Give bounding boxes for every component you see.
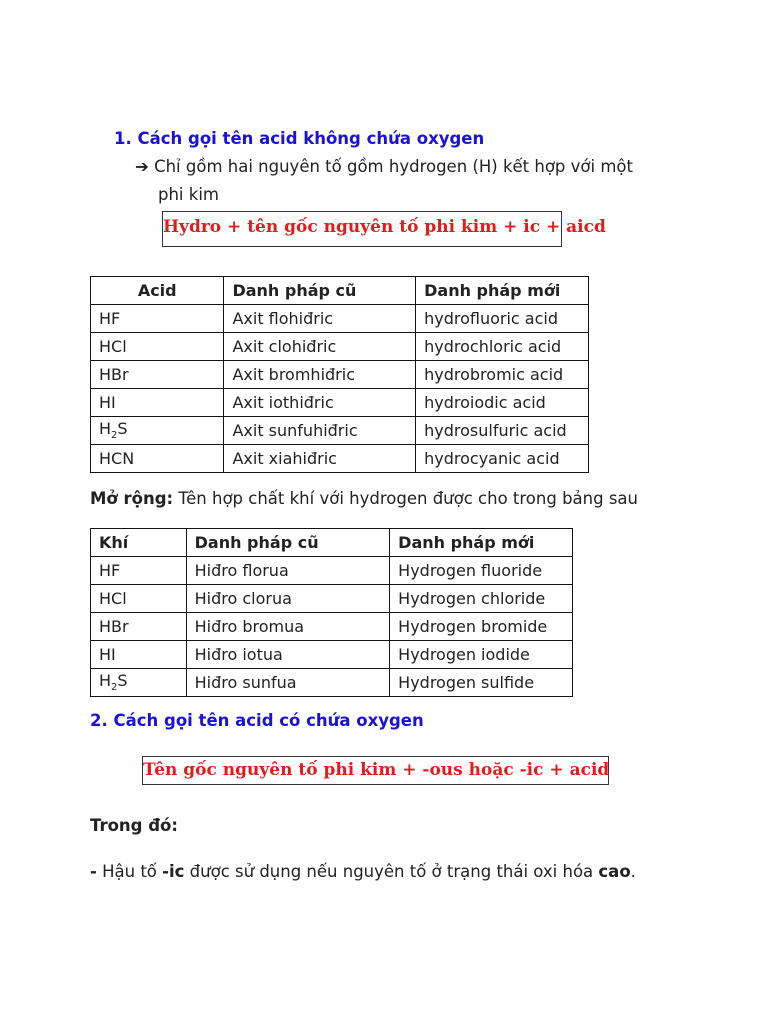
column-header: Danh pháp cũ	[186, 529, 390, 557]
table-row	[91, 333, 589, 361]
table-cell: Hydrogen iodide	[390, 641, 573, 669]
section1-heading: 1. Cách gọi tên acid không chứa oxygen	[114, 129, 485, 148]
table-cell: Hydrogen sulfide	[390, 669, 573, 697]
section2-heading: 2. Cách gọi tên acid có chứa oxygen	[90, 711, 424, 730]
note-paragraph	[90, 862, 636, 881]
note-level: cao	[598, 862, 631, 881]
column-header: Danh pháp mới	[416, 277, 589, 305]
note-part1: Hậu tố	[96, 862, 163, 881]
table-cell: HF	[91, 305, 224, 333]
table-row	[91, 613, 573, 641]
table-cell: Axit sunfuhiđric	[224, 417, 416, 445]
gas-naming-table	[90, 528, 573, 697]
table-cell: HBr	[91, 613, 187, 641]
table-row	[91, 305, 589, 333]
table-cell: hydrocyanic acid	[416, 445, 589, 473]
table-cell: Hydrogen bromide	[390, 613, 573, 641]
table-row	[91, 641, 573, 669]
table-cell: Axit flohiđric	[224, 305, 416, 333]
table-cell: hydrofluoric acid	[416, 305, 589, 333]
table-cell: hydrosulfuric acid	[416, 417, 589, 445]
acid-naming-table	[90, 276, 589, 473]
arrow-icon: ➔	[135, 157, 149, 176]
table-cell: Hiđro bromua	[186, 613, 390, 641]
table-cell: Hiđro sunfua	[186, 669, 390, 697]
formula-box-2: Tên gốc nguyên tố phi kim + -ous hoặc -ic + acid	[142, 756, 609, 785]
note-dash: -	[90, 862, 97, 881]
description-line1: Chỉ gồm hai nguyên tố gồm hydrogen (H) kết hợp với một	[154, 157, 633, 176]
table-cell: HI	[91, 389, 224, 417]
table-row	[91, 417, 589, 445]
table-cell: Axit iothiđric	[224, 389, 416, 417]
table-cell: HCl	[91, 585, 187, 613]
table-cell: Hydrogen fluoride	[390, 557, 573, 585]
table-cell: Hiđro clorua	[186, 585, 390, 613]
table-cell: HF	[91, 557, 187, 585]
table-header-row	[91, 529, 573, 557]
table-row	[91, 389, 589, 417]
table-row	[91, 585, 573, 613]
table-cell: hydrobromic acid	[416, 361, 589, 389]
note-suffix: -ic	[162, 862, 185, 881]
table-header-row	[91, 277, 589, 305]
table-row	[91, 445, 589, 473]
note-title: Trong đó:	[90, 816, 178, 835]
column-header: Khí	[91, 529, 187, 557]
table-cell: Axit clohiđric	[224, 333, 416, 361]
extension-label: Mở rộng:	[90, 489, 174, 508]
table-cell: Hiđro florua	[186, 557, 390, 585]
column-header: Danh pháp cũ	[224, 277, 416, 305]
column-header: Acid	[91, 277, 224, 305]
table-cell: Axit bromhiđric	[224, 361, 416, 389]
table-row	[91, 669, 573, 697]
note-part2: được sử dụng nếu nguyên tố ở trạng thái oxi hóa	[184, 862, 599, 881]
table-cell: HCN	[91, 445, 224, 473]
table-row	[91, 361, 589, 389]
table-cell: HBr	[91, 361, 224, 389]
table-cell: HI	[91, 641, 187, 669]
extension-text: Tên hợp chất khí với hydrogen được cho trong bảng sau	[173, 489, 638, 508]
section1-description	[135, 157, 633, 176]
table-row	[91, 557, 573, 585]
table-cell: hydroiodic acid	[416, 389, 589, 417]
table-cell: Hiđro iotua	[186, 641, 390, 669]
table-cell: hydrochloric acid	[416, 333, 589, 361]
table-cell: HCl	[91, 333, 224, 361]
column-header: Danh pháp mới	[390, 529, 573, 557]
formula-cell: $H_2S$	[91, 417, 224, 445]
formula-cell: $H_2S$	[91, 669, 187, 697]
table-cell: Hydrogen chloride	[390, 585, 573, 613]
note-end: .	[630, 862, 636, 881]
extension-paragraph	[90, 489, 638, 508]
table-cell: Axit xiahiđric	[224, 445, 416, 473]
formula-box-1: Hydro + tên gốc nguyên tố phi kim + ic + aicd	[162, 211, 562, 247]
description-line2: phi kim	[158, 185, 219, 204]
